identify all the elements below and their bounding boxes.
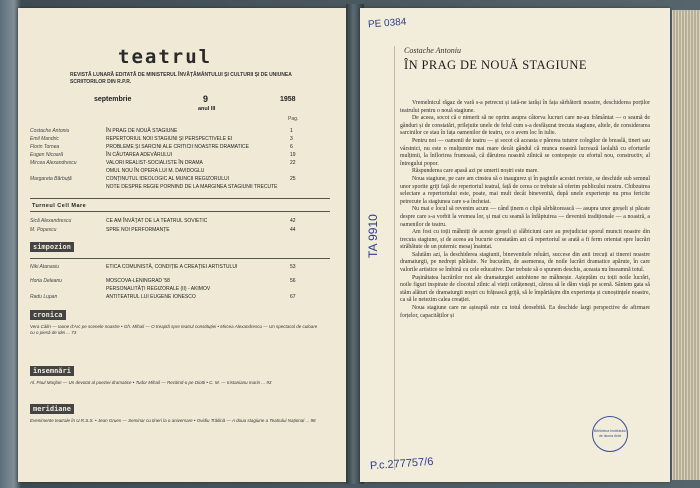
stamp-bottom: P.c.277757/6 xyxy=(369,455,434,473)
article-paragraph: Răspunderea care apasă azi pe umerii noștri este mare. xyxy=(412,168,539,175)
section-meridiane: meridiane xyxy=(30,404,74,414)
article-paragraph: Noua stagiune care ne așteaptă este cu totul deosebită. Ea deschide largi perspective de afirmare forțelor, capacităților și xyxy=(400,305,650,319)
toc-title: OMUL NOU ÎN OPERA LUI M. DAVIDOGLU xyxy=(106,168,205,174)
toc-author: Mircea Alexandrescu xyxy=(30,160,77,166)
toc-author: Niki Atanasiu xyxy=(30,264,59,270)
toc-title: PROBLEME ȘI SARCINI ALE CRITICII NOASTRE DRAMATICE xyxy=(106,144,249,150)
toc-entry xyxy=(18,218,318,224)
toc-author: Emil Mandric xyxy=(30,136,59,142)
toc-author: Sică Alexandrescu xyxy=(30,218,72,224)
masthead-subtitle: REVISTĂ LUNARĂ EDITATĂ DE MINISTERUL ÎNVĂȚĂMÂNTULUI ȘI CULTURII ȘI DE UNIUNEA SCRIITORILOR DIN R.P.R. xyxy=(70,72,292,85)
toc-title: NOTE DESPRE REGIE PORNIND DE LA MARGINEA STAGIUNII TRECUTE xyxy=(106,184,278,190)
toc-page-number: 25 xyxy=(290,176,296,182)
toc-title: ETICA COMUNISTĂ, CONDIȚIE A CREAȚIEI ARTISTULUI xyxy=(106,264,238,270)
article-paragraph: Noua stagiune, pe care am cinstea să o inaugurez și în paginile acestei reviste, se deschide sub semnul unor sporite griji față de repertoriul teatral, față de cerea ce trebuie să oferim publicului nostru. Chibzuirea selectare a repertoriului este, poate, mai mult decât binevenită, după unele experiențe nu prea fericite petrecute la stagiunea care s-a încheiat. xyxy=(400,175,650,205)
article-paragraph: Am fost cu toții mâhniți de aceste greșeli și slăbiciuni care au prejudiciat sporul muncii noastre din trecuta stagiune, și de aceea au bucurie constatăm azi că repertoriul se arată a fi ferm orientat spre lucrări străbătute de un puternic mesaj înaintat. xyxy=(400,229,650,251)
article-paragraph: Nu mai e locul să revenim acum — când ținem o clipă sărbătorească — asupra unor greșeli și păcate despre care s-a vorbit la vremea lor, și mai cu seamă la înfăptuirea — deveniră tradiționale — a noastră, a oamenilor de teatru. xyxy=(400,206,650,228)
toc-page-number: 3 xyxy=(290,136,293,142)
toc-entry xyxy=(18,264,318,270)
toc-author: Costache Antoniu xyxy=(30,128,70,134)
toc-page-number: 6 xyxy=(290,144,293,150)
toc-title: VALORI REALIST-SOCIALISTE ÎN DRAMA xyxy=(106,160,203,166)
divider xyxy=(30,258,330,259)
meridiane-summary: Evenimente teatrale în U.R.S.S. • Jean Grues — Seminar cu tineri la o aniversare • Ovidiu Trăilină — A doua stagiune a Teatrului Național ... 98 xyxy=(30,418,316,423)
toc-page-number: 53 xyxy=(290,264,296,270)
library-stamp xyxy=(592,416,628,452)
toc-title: CE AM ÎNVĂȚAT DE LA TEATRUL SOVIETIC xyxy=(106,218,208,224)
toc-author: M. Popescu xyxy=(30,227,57,233)
toc-entry xyxy=(18,128,318,134)
toc-author: Radu Lupan xyxy=(30,294,58,300)
divider xyxy=(30,198,330,199)
section-cronica: cronica xyxy=(30,310,66,320)
toc-title: REPERTORIUL NOII STAGIUNI ȘI PERSPECTIVELE EI xyxy=(106,136,233,142)
toc-page-number: 1 xyxy=(290,128,293,134)
stamp-code: PE 0384 xyxy=(367,16,407,31)
divider xyxy=(30,211,330,212)
page-column-label: Pag. xyxy=(288,116,299,122)
toc-entry xyxy=(18,136,318,142)
article-body xyxy=(400,100,650,320)
toc-entry xyxy=(18,144,318,150)
issue-volume: anul III xyxy=(198,106,216,112)
masthead: teatrul xyxy=(118,46,213,68)
insemnari-summary: Al. Paul Marjlan — Un devotat al poeziei dramatice • Tudor Mihail — Recitind-o pe Diotti • C. M. — Iristanianu marin ... 93 xyxy=(30,380,272,385)
library-stamp-text: Biblioteca Institutului de Istoria Artei xyxy=(594,429,626,438)
section-insemnari: însemnări xyxy=(30,366,74,376)
toc-title: ANTITEATRUL LUI EUGENE IONESCO xyxy=(106,294,196,300)
toc-title: SPRE NOI PERFORMANȚE xyxy=(106,227,170,233)
issue-year: 1958 xyxy=(280,96,296,103)
toc-entry xyxy=(18,294,318,300)
issue-number: 9 xyxy=(203,94,209,104)
stamp-vertical: TA 9910 xyxy=(366,214,380,258)
toc-title: ÎN CĂUTAREA ADEVĂRULUI xyxy=(106,152,173,158)
article-paragraph: De aceea, socot că e nimerit să ne oprim asupra câtorva lucruri care ne-au frământat — o seamă de gânduri și de constatări, prilejuite unele de felul cum s-a desfășurat trecuta stagiune, altele, de considerarea sarcinilor ce stau în fața oamenilor de teatru, ce o avem loc în iulie. xyxy=(400,115,650,137)
article-paragraph: Salutăm azi, la deschiderea stagiunii, binevenitele reluări, succese din anii trecuți ai tinerei noastre dramaturgii, pe nedrept părăsite. Ne bucurăm, de asemenea, de noile lucrări dramatice apărute, în care valorile artistice se îmbină cu cele educative. Dar trebuie să o spunem deschis, aceasta nu înseamnă totul. xyxy=(400,251,650,274)
toc-page-number: 42 xyxy=(290,218,296,224)
contents-page xyxy=(18,8,348,482)
toc-entry xyxy=(18,278,318,284)
toc-entry xyxy=(18,227,318,233)
toc-entry xyxy=(18,152,318,158)
toc-author: Horia Deleanu xyxy=(30,278,62,284)
toc-page-number: 22 xyxy=(290,160,296,166)
article-author: Costache Antoniu xyxy=(404,46,461,55)
toc-entry xyxy=(18,184,318,190)
page-edges xyxy=(672,10,700,480)
toc-author: Florin Tornea xyxy=(30,144,60,150)
issue-month: septembrie xyxy=(94,96,132,103)
article-title: ÎN PRAG DE NOUĂ STAGIUNE xyxy=(404,58,587,72)
toc-page-number: 44 xyxy=(290,227,296,233)
toc-page-number: 67 xyxy=(290,294,296,300)
toc-title: MOSCOVA-LENINGRAD '58 xyxy=(106,278,170,284)
toc-author: Eugen Nicoară xyxy=(30,152,64,158)
toc-author: Margareta Bărbuță xyxy=(30,176,72,182)
toc-entry xyxy=(18,168,318,174)
toc-page-number: 56 xyxy=(290,278,296,284)
article-paragraph: Vremelnicul răgaz de vară s-a petrecut și iată-ne iarăși în fața sărbătorii noastre, deschiderea porților teatrului pentru o nouă stagiune. xyxy=(400,100,650,114)
toc-entry xyxy=(18,286,318,292)
article-paragraph: Pentru noi — oamenii de teatru — și socot că aceasta e părerea tuturor colegilor de breaslă, tineri sau vârstnici, nu este o mulțumire mai mare decât gândul că munca noastră lucrează laolaltă cu eforturile mulțimii, la înflorirea frumoasă, că dăruirea noastră zilnică se contopește cu efortul nou, constructiv, al întregului popor. xyxy=(400,137,650,167)
toc-entry xyxy=(18,176,318,182)
section-simpozion: simpozion xyxy=(30,242,74,252)
toc-title: CONȚINUTUL IDEOLOGIC AL MUNCII REGIZORULUI xyxy=(106,176,229,182)
cronica-summary: Vera Călin — Iaone d'Arc pe scenele noastre • Gh. Mihail — O treaptă spre teatrul constituției • Mircea Alexandrescu — Un spectacol de culoare cu o piesă de idei ... 73 xyxy=(30,324,318,335)
toc-title: PERSONALITĂȚI REGIZORALE (II) - AKIMOV xyxy=(106,286,211,292)
toc-title: ÎN PRAG DE NOUĂ STAGIUNE xyxy=(106,128,178,134)
section-turneul: Turneul Cell Mare xyxy=(32,203,87,209)
article-page xyxy=(360,8,670,482)
margin-line xyxy=(394,46,395,470)
toc-page-number: 19 xyxy=(290,152,296,158)
article-paragraph: Pușinătatea lucrărilor noi ale dramaturgiei autohtone ne mâhnește. Așteptăm cu toții noile lucrări, noile figuri inspirate de clocotul zilnic al vieții cetățenești, cărora să le dăm viață pe scenă. Sântem gata să stăm alături de dramaturgii noștri cu frățească grijă, să le împărtășim din experiența și cunoștințele noastre, ca să le netezim calea creației. xyxy=(400,274,650,304)
toc-entry xyxy=(18,160,318,166)
